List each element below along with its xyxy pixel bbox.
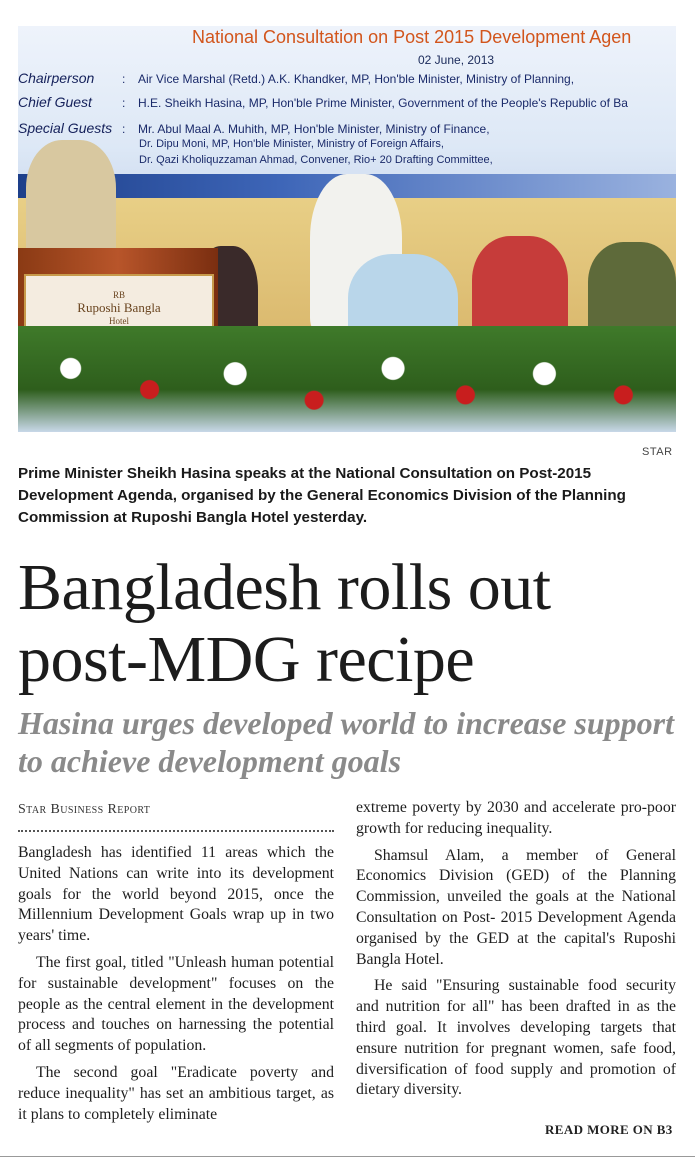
- paragraph: extreme poverty by 2030 and accelerate pro-poor growth for reducing inequality.: [356, 799, 676, 837]
- news-photo: [18, 26, 676, 432]
- banner-date: 02 June, 2013: [418, 53, 495, 67]
- hotel-name: Ruposhi Bangla: [77, 300, 161, 315]
- banner-row-chairperson: Chairperson : Air Vice Marshal (Retd.) A.K. Khandker, MP, Hon'ble Minister, Ministry of Planning,: [18, 70, 575, 86]
- event-banner: [18, 26, 676, 198]
- speaker-figure: [26, 140, 116, 260]
- banner-text: H.E. Sheikh Hasina, MP, Hon'ble Prime Minister, Government of the People's Republic of Ba: [138, 96, 628, 110]
- bottom-rule: [0, 1156, 695, 1157]
- banner-title: National Consultation on Post 2015 Development Agen: [192, 27, 632, 47]
- banner-text: Mr. Abul Maal A. Muhith, MP, Hon'ble Minister, Ministry of Finance,: [138, 122, 490, 136]
- paragraph: Shamsul Alam, a member of General Economics Division (GED) of the Planning Commission, unveiled the goals at the National Consultation on Post- 2015 Development Agenda organised by the GED at the capital's Ruposhi Bangla Hotel.: [356, 846, 676, 968]
- banner-row-chief-guest: Chief Guest : H.E. Sheikh Hasina, MP, Hon'ble Prime Minister, Government of the People's Republic of Ba: [18, 94, 628, 110]
- paragraph: He said "Ensuring sustainable food security and nutrition for all" has been drafted in as the third goal. It involves developing targets that ensure nutrition for pregnant women, safe food, diversification of food supply and promotion of dietary diversity.: [356, 977, 676, 1099]
- article-column-1: [18, 843, 334, 1131]
- photo-credit: STAR: [642, 446, 673, 458]
- subheadline: Hasina urges developed world to increase support to achieve development goals: [18, 705, 675, 779]
- banner-role: Chairperson: [18, 70, 95, 86]
- banner-sub-line: Dr. Dipu Moni, MP, Hon'ble Minister, Ministry of Foreign Affairs,: [139, 138, 444, 150]
- hotel-sub: Hotel: [109, 316, 129, 326]
- dotted-divider: [18, 830, 334, 832]
- paragraph: The second goal "Eradicate poverty and reduce inequality" has set an ambitious target, as it plans to completely eliminate: [18, 1063, 334, 1123]
- banner-text: Air Vice Marshal (Retd.) A.K. Khandker, MP, Hon'ble Minister, Ministry of Planning,: [138, 72, 575, 86]
- paragraph: Bangladesh has identified 11 areas which the United Nations can write into its development goals for the world beyond 2015, once the Millennium Development Goals wrap up in two years' time.: [18, 844, 334, 945]
- banner-role: Special Guests: [18, 120, 113, 136]
- banner-role: Chief Guest: [18, 94, 92, 110]
- paragraph: The first goal, titled "Unleash human potential for sustainable development" focuses on the people as the central element in the development process and touches on harnessing the potential of all segments of population.: [18, 953, 334, 1055]
- byline: Star Business Report: [18, 802, 151, 817]
- banner-sub-line: Dr. Qazi Kholiquzzaman Ahmad, Convener, Rio+ 20 Drafting Committee,: [139, 154, 493, 166]
- read-more-link[interactable]: READ MORE ON B3: [545, 1122, 673, 1137]
- hotel-logo: RB: [112, 290, 125, 300]
- headline: Bangladesh rolls out post-MDG recipe: [18, 551, 551, 696]
- banner-row-special-guests: Special Guests : Mr. Abul Maal A. Muhith, MP, Hon'ble Minister, Ministry of Finance,: [18, 120, 490, 136]
- flower-arrangement: [18, 326, 676, 432]
- photo-caption: Prime Minister Sheikh Hasina speaks at the National Consultation on Post-2015 Development Agenda, organised by the General Economics Division of the Planning Commission at Ruposhi Bangla Hotel yesterday.: [18, 465, 626, 526]
- article-column-2: [356, 798, 676, 1107]
